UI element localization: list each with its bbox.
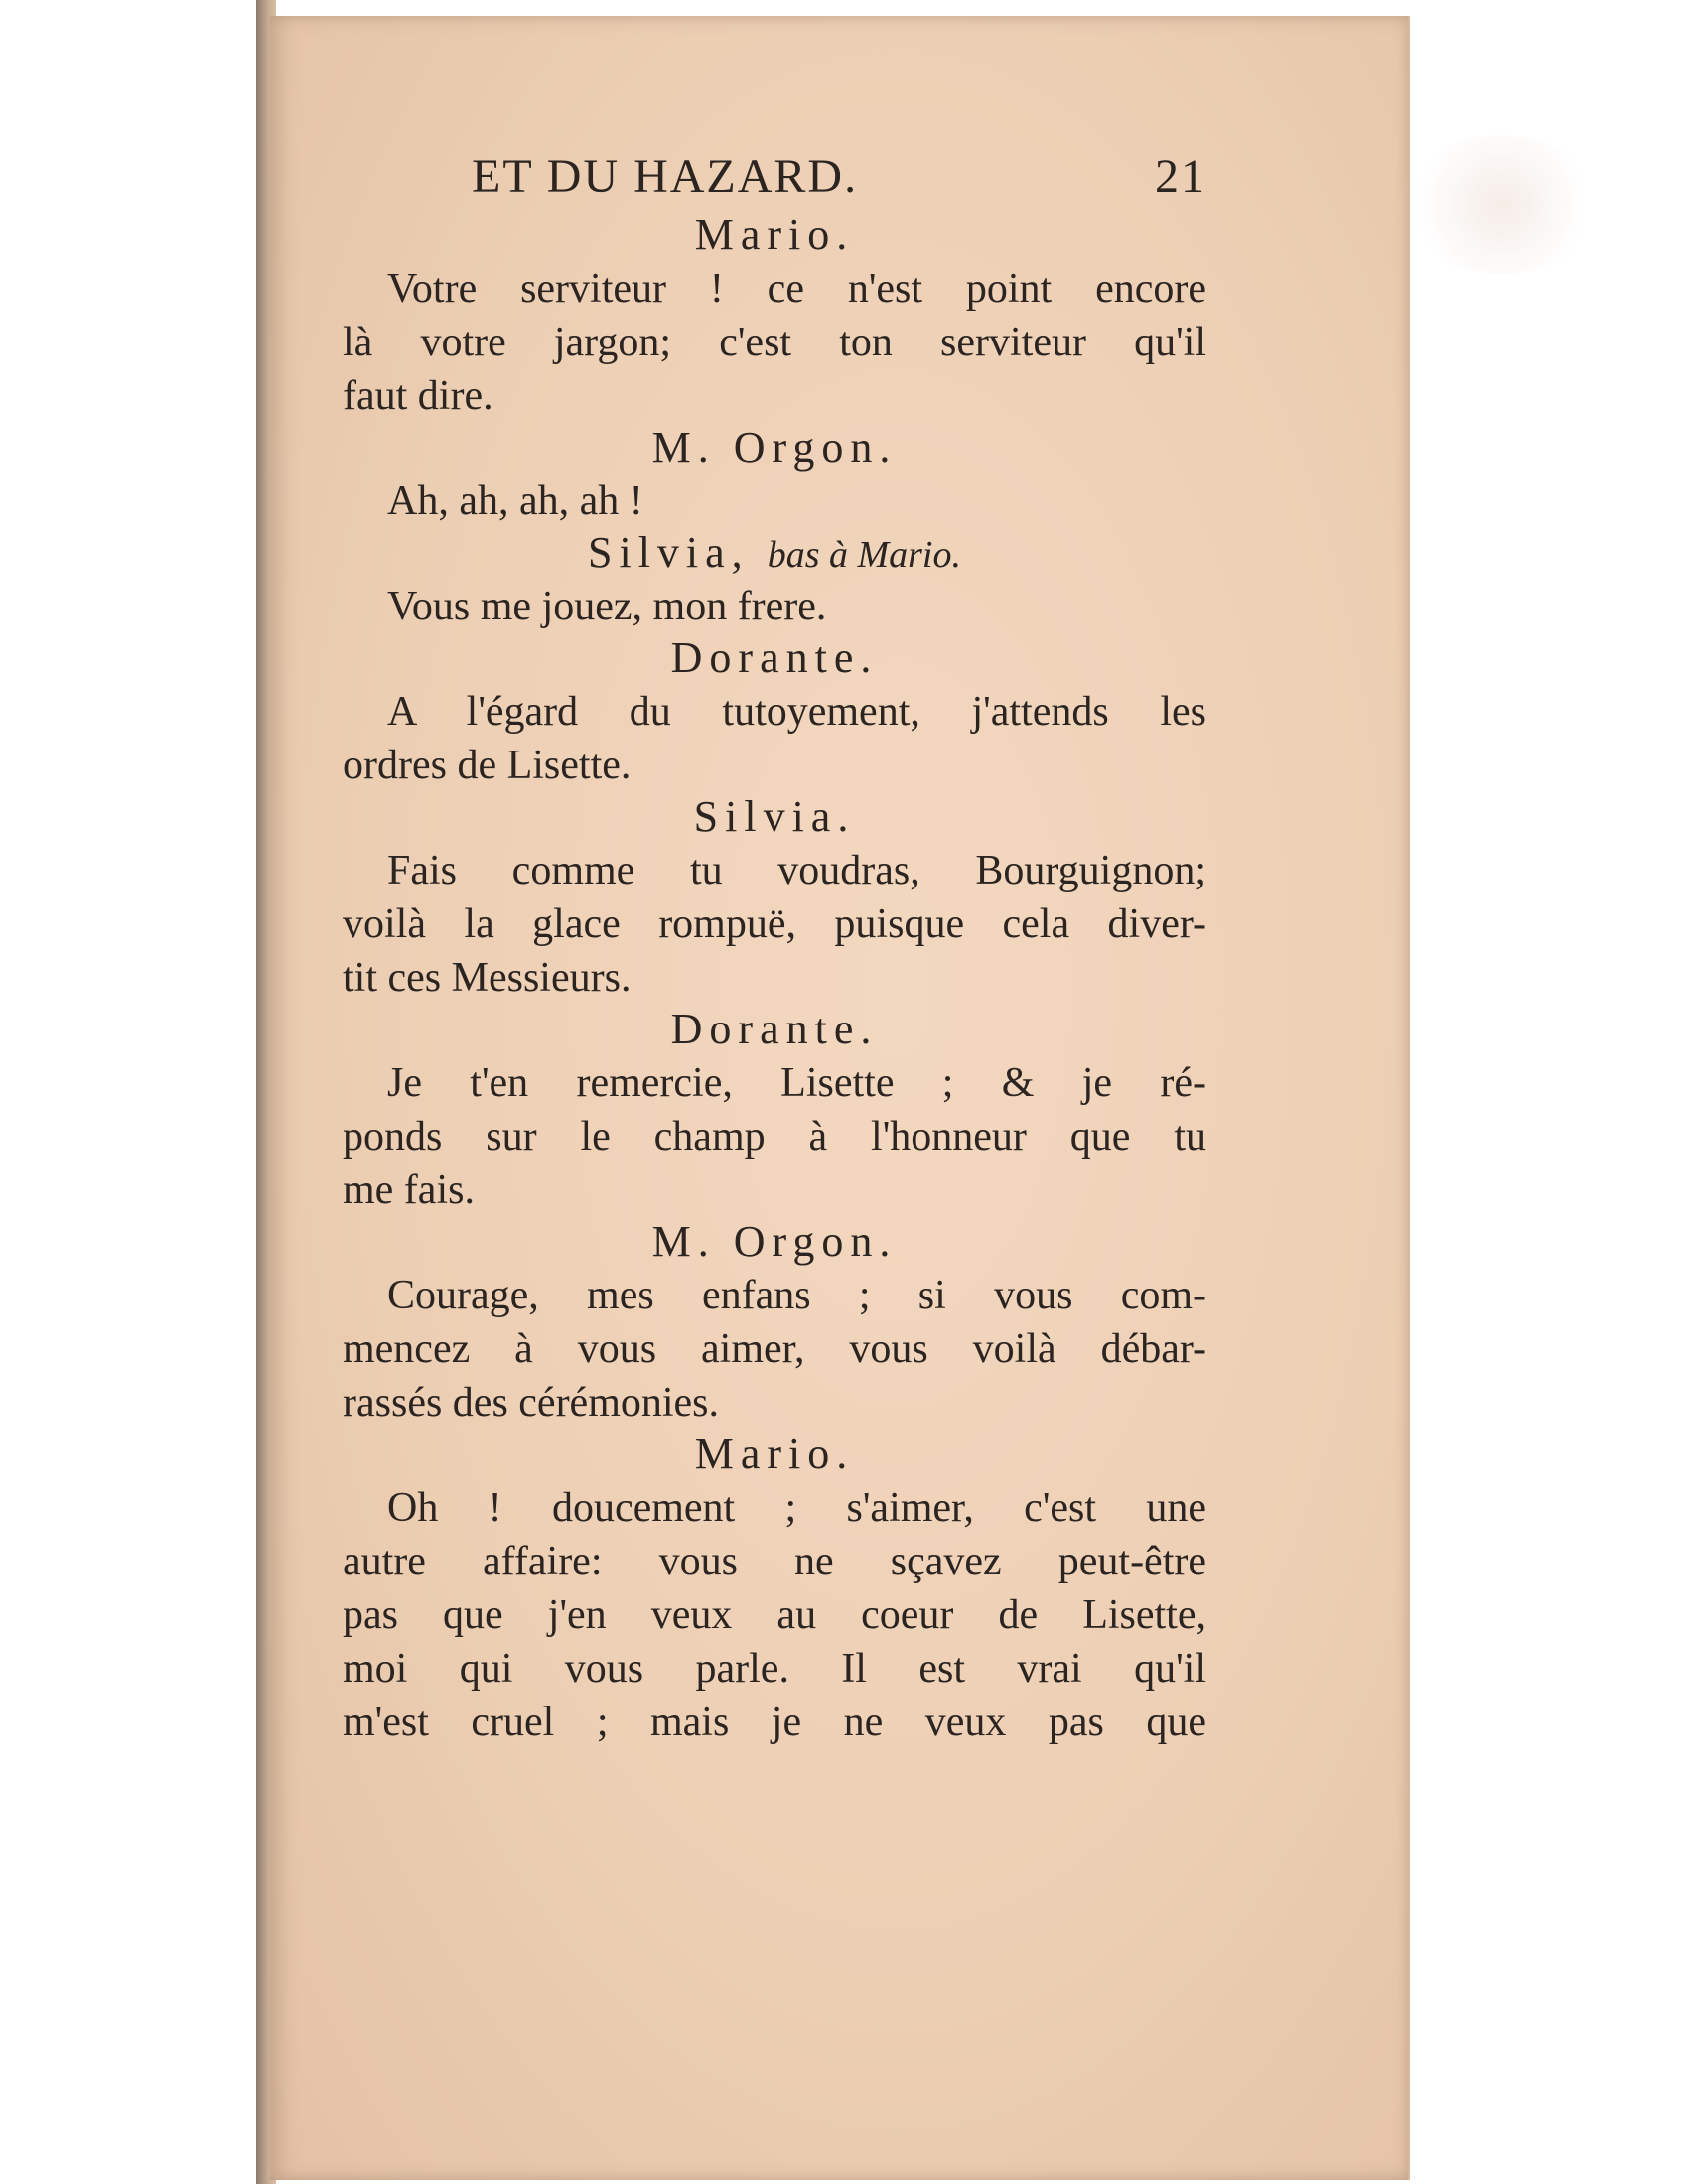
dialogue-line: tit ces Messieurs. <box>343 955 632 1001</box>
dialogue-block <box>343 528 1206 633</box>
speaker-name: M. Orgon. <box>651 423 898 472</box>
dialogue-block <box>343 792 1206 1005</box>
dialogue-line: Courage, mes enfans ; si vous com- <box>387 1273 1206 1318</box>
dialogue-line: mencez à vous aimer, vous voilà débar- <box>343 1326 1206 1372</box>
speaker-name: Dorante. <box>670 633 879 682</box>
dialogue-block <box>343 210 1206 423</box>
dialogue-line: Oh ! doucement ; s'aimer, c'est une <box>387 1485 1206 1531</box>
speaker-name: Dorante. <box>670 1005 879 1053</box>
dialogue-line: là votre jargon; c'est ton serviteur qu'il <box>343 320 1206 365</box>
dialogue-line: Je t'en remercie, Lisette ; & je ré- <box>387 1060 1206 1106</box>
dialogue-line: m'est cruel ; mais je ne veux pas que <box>343 1700 1206 1745</box>
page-number: 21 <box>1155 150 1206 203</box>
dialogue-block <box>343 1005 1206 1217</box>
speaker-name: M. Orgon. <box>651 1217 898 1266</box>
speaker-name: Silvia. <box>693 792 856 841</box>
dialogue-line: A l'égard du tutoyement, j'attends les <box>387 689 1206 735</box>
dialogue-block <box>343 1217 1206 1430</box>
dialogue-line: me fais. <box>343 1167 475 1213</box>
dialogue-line: autre affaire: vous ne sçavez peut-être <box>343 1539 1206 1584</box>
running-title: ET DU HAZARD. <box>472 150 859 203</box>
dialogue-line: rassés des cérémonies. <box>343 1380 720 1426</box>
running-head <box>343 149 1206 210</box>
speaker-heading <box>343 528 1206 580</box>
dialogue-block <box>343 1430 1206 1749</box>
dialogue-line: faut dire. <box>343 373 493 419</box>
dialogue-line: Votre serviteur ! ce n'est point encore <box>387 266 1206 312</box>
dialogue-line: ponds sur le champ à l'honneur que tu <box>343 1114 1206 1160</box>
dialogue-line: moi qui vous parle. Il est vrai qu'il <box>343 1646 1206 1692</box>
dialogue-block <box>343 423 1206 528</box>
dialogue-line: Fais comme tu voudras, Bourguignon; <box>387 848 1206 893</box>
dialogue-line: pas que j'en veux au coeur de Lisette, <box>343 1592 1206 1638</box>
dialogue-block <box>343 633 1206 792</box>
dialogue-line: voilà la glace rompuë, puisque cela diver- <box>343 901 1206 947</box>
dialogue-line: ordres de Lisette. <box>343 743 632 788</box>
stage-direction: bas à Mario. <box>767 534 961 576</box>
speaker-name: Mario. <box>694 1430 855 1478</box>
dialogue-line: Ah, ah, ah, ah ! <box>387 478 643 524</box>
ink-bleed-stain <box>1402 135 1601 274</box>
speaker-name: Silvia, <box>588 528 750 577</box>
speaker-name: Mario. <box>694 210 855 259</box>
page-text <box>343 149 1206 1749</box>
dialogue-line: Vous me jouez, mon frere. <box>387 584 827 629</box>
